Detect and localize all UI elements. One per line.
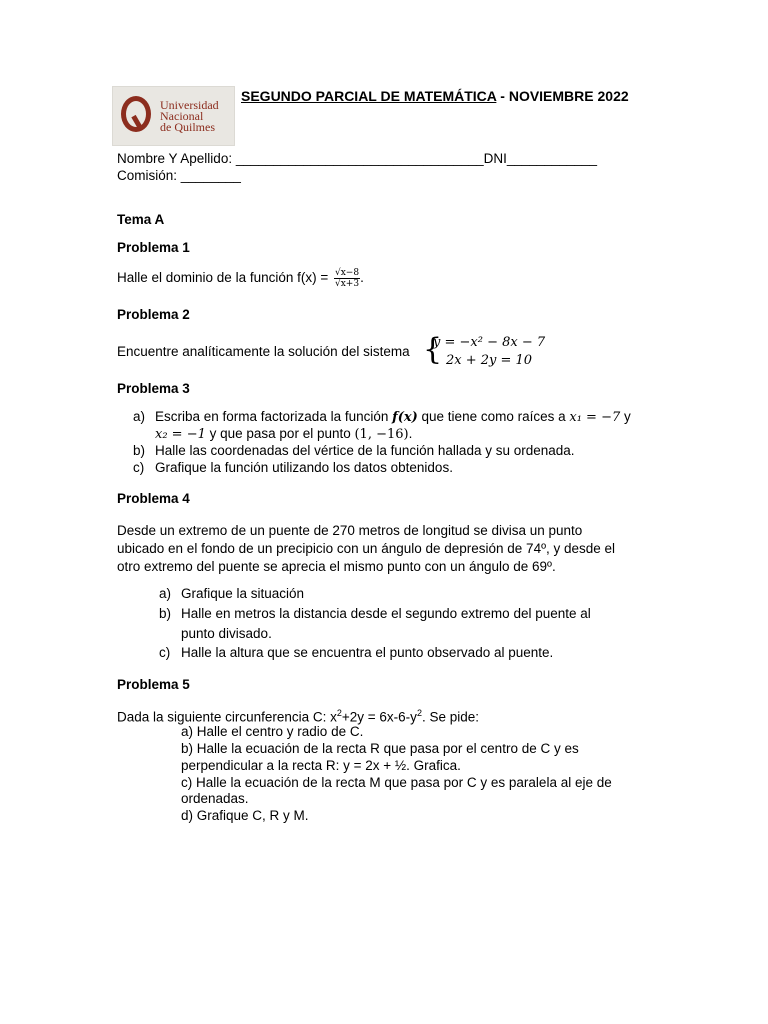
dni-label: DNI [483,151,507,166]
problema-5-intro: Dada la siguiente circunferencia C: $x^2+2y = 6x-6-y^2$. Se pide: [117,708,479,725]
problema-4-item-a: a) Grafique la situación [159,586,305,601]
problema-5-item-c-cont: ordenadas. [181,791,249,806]
comision-label: Comisión: [117,168,181,183]
exam-title: SEGUNDO PARCIAL DE MATEMÁTICA - NOVIEMBRE 2022 [241,88,629,104]
problema-3-heading: Problema 3 [117,381,190,396]
problema-4-para-1: Desde un extremo de un puente de 270 metros de longitud se divisa un punto [117,523,583,538]
comision-field[interactable]: ________ [180,168,241,183]
domain-fraction: $\frac{√x-8}{√x+3}$ [335,268,360,289]
dni-field[interactable]: ____________ [506,151,597,166]
problema-4-item-c: c) Halle la altura que se encuentra el punto observado al puente. [159,645,554,660]
problema-4-para-2: ubicado en el fondo de un precipicio con un ángulo de depresión de 74º, y desde el [117,541,616,556]
problema-4-heading: Problema 4 [117,491,190,506]
problema-5-heading: Problema 5 [117,677,190,692]
university-logo [112,86,235,146]
problema-4-para-3: otro extremo del puente se aprecia el mismo punto con un ángulo de 69º. [117,559,556,574]
logo-text: Universidad Nacional de Quilmes [160,98,219,134]
comision-line [117,168,241,183]
problema-5-item-d: d) Grafique C, R y M. [181,808,309,823]
name-dni-line [117,151,597,166]
problema-1-text: Halle el dominio de la función f(x) = $\frac{√x-8}{√x+3}$ . [117,268,364,289]
problema-5-item-a: a) Halle el centro y radio de C. [181,724,364,739]
problema-2-text: Encuentre analíticamente la solución del sistema [117,344,410,359]
problema-5-item-c: c) Halle la ecuación de la recta M que pasa por C y es paralela al eje de [181,775,612,790]
problema-4-item-b-cont: punto divisado. [181,626,272,641]
tema-heading: Tema A [117,212,165,227]
problema-3-item-b: b) Halle las coordenadas del vértice de la función hallada y su ordenada. [133,443,575,458]
system-eq-2: 2x + 2y = 10 [446,353,533,368]
problema-2-heading: Problema 2 [117,307,190,322]
problema-1-heading: Problema 1 [117,240,190,255]
problema-5-item-b: b) Halle la ecuación de la recta R que pasa por el centro de C y es [181,741,579,756]
problema-3-item-a: a) Escriba en forma factorizada la función f(x) que tiene como raíces a x₁ = −7 y [133,409,631,425]
name-label: Nombre Y Apellido: [117,151,236,166]
problema-4-item-b: b) Halle en metros la distancia desde el segundo extremo del puente al [159,606,591,621]
problema-5-item-b-cont: perpendicular a la recta R: y = 2x + ½. Grafica. [181,758,461,773]
problema-3-item-a-cont: x₂ = −1 y que pasa por el punto (1, −16). [155,426,413,442]
system-brace: { [423,332,443,367]
name-field[interactable]: _________________________________ [235,151,484,166]
problema-3-item-c: c) Grafique la función utilizando los datos obtenidos. [133,460,453,475]
system-eq-1: y = −x² − 8x − 7 [433,335,546,350]
